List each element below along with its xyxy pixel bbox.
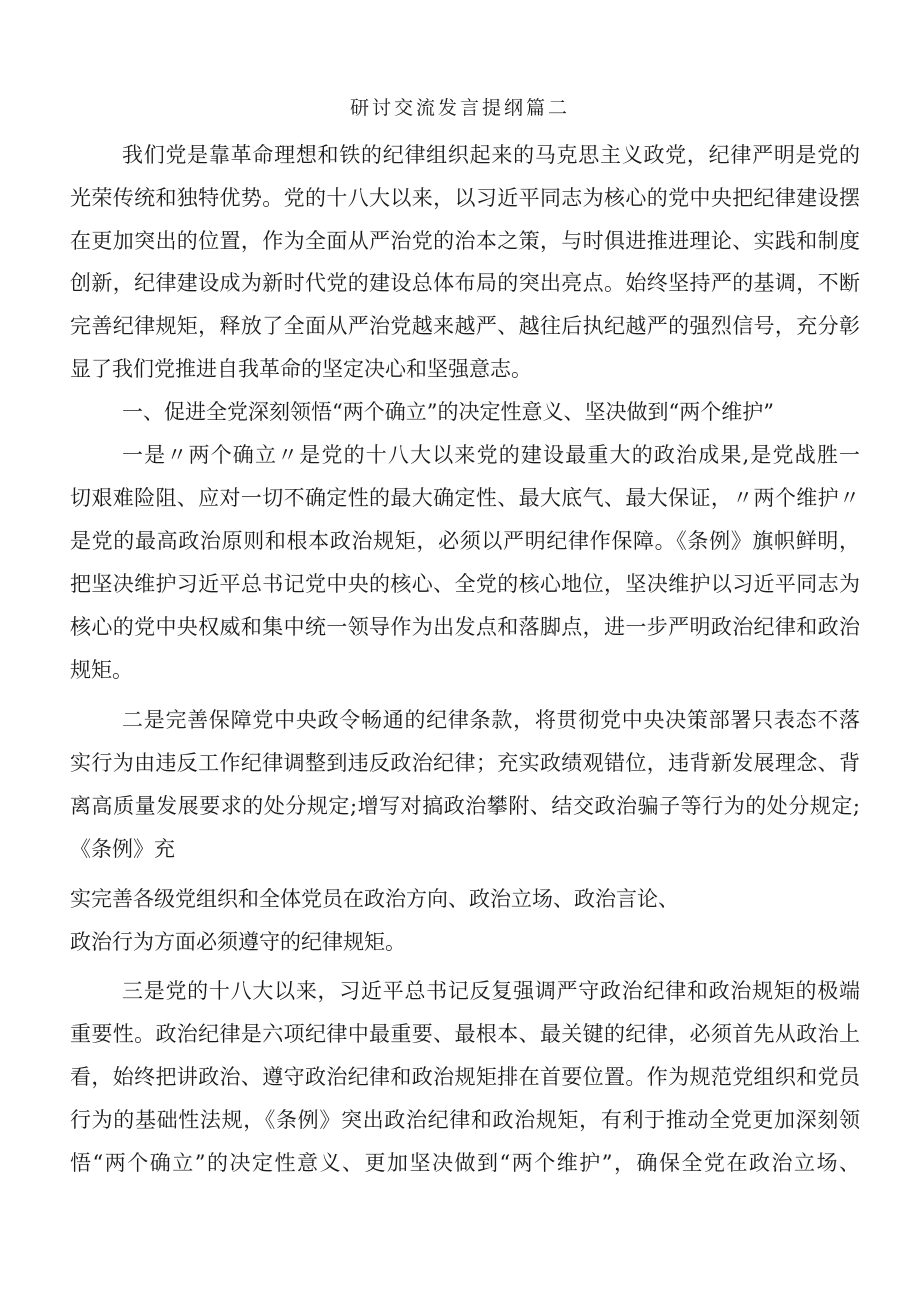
paragraph-line: 离高质量发展要求的处分规定;增写对搞政治攀附、结交政治骗子等行为的处分规定;: [70, 794, 860, 818]
paragraph-line: 光荣传统和独特优势。党的十八大以来，以习近平同志为核心的党中央把纪律建设摆: [70, 186, 860, 210]
paragraph-line: 三是党的十八大以来，习近平总书记反复强调严守政治纪律和政治规矩的极端: [122, 979, 860, 1003]
paragraph-line: 行为的基础性法规，《条例》突出政治纪律和政治规矩，有利于推动全党更加深刻领: [70, 1108, 860, 1132]
paragraph-line: 实完善各级党组织和全体党员在政治方向、政治立场、政治言论、: [70, 887, 679, 911]
paragraph-line: 政治行为方面必须遵守的纪律规矩。: [70, 930, 406, 954]
paragraph-line: 《条例》充: [70, 837, 175, 861]
paragraph-line: 悟“两个确立”的决定性意义、更加坚决做到“两个维护”，确保全党在政治立场、: [70, 1151, 860, 1175]
paragraph-line: 是党的最高政治原则和根本政治规矩，必须以严明纪律作保障。《条例》旗帜鲜明，: [70, 529, 860, 553]
paragraph-line: 规矩。: [70, 658, 133, 682]
paragraph-line: 创新，纪律建设成为新时代党的建设总体布局的突出亮点。始终坚持严的基调，不断: [70, 271, 860, 295]
paragraph-line: 重要性。政治纪律是六项纪律中最重要、最根本、最关键的纪律，必须首先从政治上: [70, 1022, 860, 1046]
paragraph-line: 看，始终把讲政治、遵守政治纪律和政治规矩排在首要位置。作为规范党组织和党员: [70, 1065, 860, 1089]
paragraph-line: 在更加突出的位置，作为全面从严治党的治本之策，与时俱进推进理论、实践和制度: [70, 229, 860, 253]
paragraph-line: 切艰难险阻、应对一切不确定性的最大确定性、最大底气、最大保证，〃两个维护〃: [70, 486, 860, 510]
paragraph-line: 完善纪律规矩，释放了全面从严治党越来越严、越往后执纪越严的强烈信号，充分彰: [70, 314, 860, 338]
paragraph-line: 把坚决维护习近平总书记党中央的核心、全党的核心地位，坚决维护以习近平同志为: [70, 572, 860, 596]
paragraph-line: 一是〃两个确立〃是党的十八大以来党的建设最重大的政治成果,是党战胜一: [122, 443, 860, 467]
paragraph-line: 显了我们党推进自我革命的坚定决心和坚强意志。: [70, 357, 532, 381]
document-title: 研讨交流发言提纲篇二: [349, 97, 570, 119]
paragraph-line: 实行为由违反工作纪律调整到违反政治纪律；充实政绩观错位，违背新发展理念、背: [70, 751, 860, 775]
paragraph-line: 二是完善保障党中央政令畅通的纪律条款，将贯彻党中央决策部署只表态不落: [122, 708, 860, 732]
paragraph-line: 核心的党中央权威和集中统一领导作为出发点和落脚点，进一步严明政治纪律和政治: [70, 615, 860, 639]
paragraph-line: 我们党是靠革命理想和铁的纪律组织起来的马克思主义政党，纪律严明是党的: [122, 143, 860, 167]
section-heading: 一、促进全党深刻领悟“两个确立”的决定性意义、坚决做到“两个维护”: [122, 400, 774, 424]
